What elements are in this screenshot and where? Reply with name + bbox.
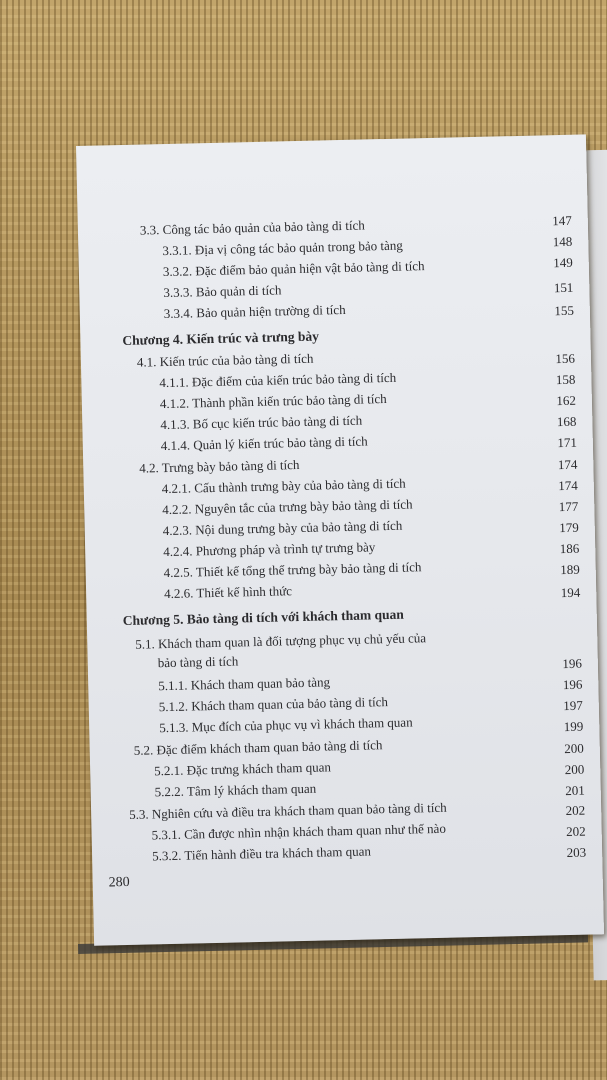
- toc-entry-page: 194: [560, 584, 581, 601]
- toc-entry-title: 4.1.2. Thành phần kiến trúc bảo tàng di tích: [159, 391, 387, 412]
- toc-entry-title: 5.1.1. Khách tham quan bảo tàng: [158, 674, 331, 694]
- toc-entry-title: 5.3. Nghiên cứu và điều tra khách tham quan bảo tàng di tích: [129, 799, 447, 822]
- toc-entry-page: 200: [564, 761, 585, 778]
- toc-entry-page: 179: [559, 519, 579, 536]
- toc-entry-title: 5.2.2. Tâm lý khách tham quan: [154, 780, 317, 800]
- table-of-contents: [76, 134, 604, 945]
- toc-entry-page: 151: [553, 279, 574, 296]
- toc-entry-title: 5.1. Khách tham quan là đối tượng phục vụ chủ yếu của: [135, 630, 427, 652]
- toc-entry-page: 168: [556, 413, 577, 430]
- toc-entry-title: 4.2. Trưng bày bảo tàng di tích: [139, 457, 300, 476]
- toc-entry-page: 199: [563, 718, 584, 735]
- book-page: [76, 134, 604, 945]
- toc-entry-page: 171: [557, 434, 578, 451]
- toc-entry-title: 5.2. Đặc điểm khách tham quan bảo tàng di tích: [133, 737, 383, 758]
- toc-entry-page: 202: [566, 823, 586, 840]
- toc-entry-page: 158: [555, 371, 576, 388]
- toc-entry-title: 4.2.1. Cấu thành trưng bày của bảo tàng di tích: [161, 475, 406, 497]
- toc-entry-title: 5.1.3. Mục đích của phục vụ vì khách tham quan: [159, 714, 413, 736]
- toc-entry-title: 4.2.4. Phương pháp và trình tự trưng bày: [163, 539, 376, 560]
- toc-entry-title: 5.2.1. Đặc trưng khách tham quan: [154, 759, 332, 779]
- chapter-title: Chương 4. Kiến trúc và trưng bày: [122, 328, 320, 348]
- toc-entry-title: 4.1.3. Bố cục kiến trúc bảo tàng di tích: [160, 412, 363, 433]
- toc-entry-title: 4.2.5. Thiết kế tổng thể trưng bày bảo tàng di tích: [163, 559, 422, 581]
- toc-entry-page: 162: [556, 392, 577, 409]
- toc-entry-page: 147: [552, 212, 572, 229]
- toc-entry-page: 196: [562, 655, 583, 672]
- toc-entry-page: 148: [552, 233, 573, 250]
- toc-entry-title: 3.3. Công tác bảo quản của bảo tàng di tích: [139, 217, 365, 238]
- toc-entry-page: 177: [558, 498, 579, 515]
- toc-entry-page: 155: [554, 302, 575, 319]
- toc-entry-page: 202: [565, 802, 586, 819]
- toc-entry-title: 4.2.6. Thiết kế hình thức: [164, 583, 293, 602]
- toc-entry-page: 174: [557, 456, 578, 473]
- toc-entry-page: 201: [565, 782, 585, 799]
- page-number: 280: [108, 874, 130, 891]
- toc-entry-title: 5.3.1. Cần được nhìn nhận khách tham quan như thế nào: [151, 820, 447, 843]
- toc-entry-page: 174: [558, 477, 578, 494]
- toc-entry-title: 3.3.3. Bảo quản di tích: [163, 282, 282, 301]
- toc-entry-title: 4.2.2. Nguyên tắc của trưng bày bảo tàng di tích: [162, 496, 413, 518]
- toc-entry-page: 200: [564, 740, 584, 757]
- toc-entry-title: 5.1.2. Khách tham quan của bảo tàng di tích: [158, 694, 389, 715]
- toc-entry-title: 4.1.4. Quản lý kiến trúc bảo tàng di tích: [160, 433, 368, 454]
- chapter-title: Chương 5. Bảo tàng di tích với khách tham quan: [122, 606, 405, 629]
- toc-entry-page: 203: [566, 844, 587, 861]
- toc-entry-title: 3.3.1. Địa vị công tác bảo quản trong bảo tàng: [162, 237, 403, 259]
- toc-entry-title: 5.3.2. Tiến hành điều tra khách tham quan: [151, 843, 372, 864]
- toc-entry-page: 196: [562, 676, 583, 693]
- toc-entry-page: 186: [559, 540, 580, 557]
- toc-entry-title: 4.1.1. Đặc điểm của kiến trúc bảo tàng di tích: [159, 369, 397, 391]
- toc-entry-title: 4.2.3. Nội dung trưng bày của bảo tàng di tích: [162, 517, 403, 539]
- toc-entry-page: 197: [563, 697, 583, 714]
- toc-entry-title: 3.3.2. Đặc điểm bảo quản hiện vật bảo tàng di tích: [162, 258, 425, 280]
- toc-entry-page: 189: [560, 561, 580, 578]
- toc-entry-title: 3.3.4. Bảo quản hiện trường di tích: [163, 301, 346, 322]
- toc-entry-page: 156: [555, 350, 576, 367]
- toc-entry-title: bảo tàng di tích: [157, 653, 239, 671]
- toc-entry-page: 149: [553, 254, 573, 271]
- toc-entry-title: 4.1. Kiến trúc của bảo tàng di tích: [136, 350, 314, 370]
